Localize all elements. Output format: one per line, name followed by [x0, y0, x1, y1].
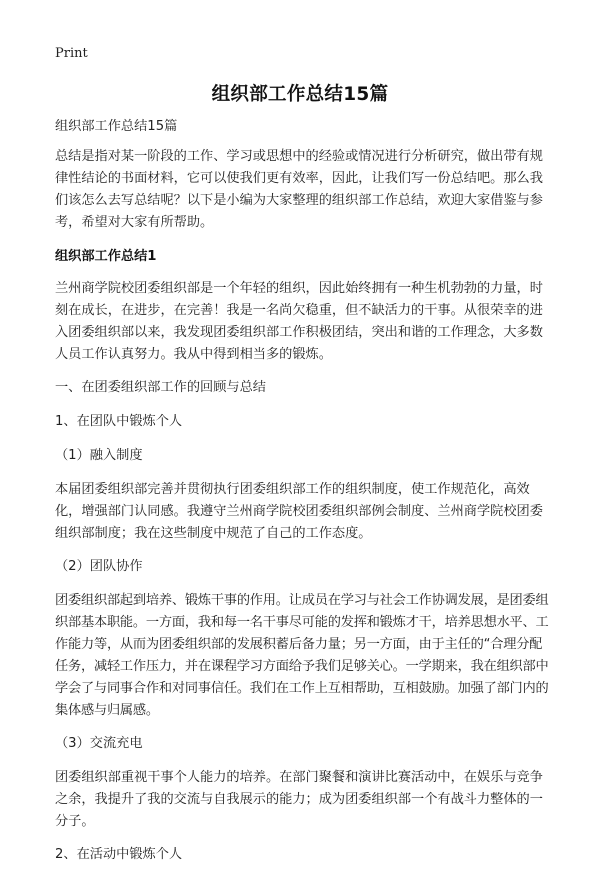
section-paragraph-4: 团委组织部重视干事个人能力的培养。在部门聚餐和演讲比赛活动中，在娱乐与竞争之余，我提升了我的交流与自我展示的能力；成为团委组织部一个有战斗力整体的一分子。	[55, 770, 543, 829]
sub-heading-teamwork: （2）团队协作	[55, 559, 143, 574]
document-subtitle: 组织部工作总结15篇	[55, 119, 178, 134]
outline-heading-1-1: 1、在团队中锻炼个人	[55, 414, 183, 429]
section-heading: 组织部工作总结1	[55, 249, 157, 264]
outline-heading-1: 一、在团委组织部工作的回顾与总结	[55, 380, 266, 395]
intro-paragraph: 总结是指对某一阶段的工作、学习或思想中的经验或情况进行分析研究，做出带有规律性结论的书面材料，它可以使我们更有效率，因此，让我们写一份总结吧。那么我们该怎么去写总结呢？以下是小编为大家整理的组织部工作总结，欢迎大家借鉴与参考，希望对大家有所帮助。	[55, 149, 543, 230]
sub-heading-integration: （1）融入制度	[55, 448, 143, 463]
sub-heading-communication: （3）交流充电	[55, 736, 143, 751]
section-paragraph-3: 团委组织部起到培养、锻炼干事的作用。让成员在学习与社会工作协调发展，是团委组织部基本职能。一方面，我和每一名干事尽可能的发挥和锻炼才干，培养思想水平、工作能力等，从而为团委组织部的发展积蓄后备力量；另一方面，由于主任的“合理分配任务，减轻工作压力，并在课程学习方面给予我们足够关心。一学期来，我在组织部中学会了与同事合作和对同事信任。我们在工作上互相帮助，互相鼓励。加强了部门内的集体感与归属感。	[55, 593, 549, 718]
document-body	[55, 116, 550, 878]
section-paragraph-2: 本届团委组织部完善并贯彻执行团委组织部工作的组织制度，使工作规范化，高效化，增强部门认同感。我遵守兰州商学院校团委组织部例会制度、兰州商学院校团委组织部制度；我在这些制度中规范了自己的工作态度。	[55, 482, 543, 541]
section-paragraph-1: 兰州商学院校团委组织部是一个年轻的组织，因此始终拥有一种生机勃勃的力量，时刻在成长，在进步，在完善！我是一名尚欠稳重，但不缺活力的干事。从很荣幸的进入团委组织部以来，我发现团委组织部工作积极团结，突出和谐的工作理念，大多数人员工作认真努力。我从中得到相当多的锻炼。	[55, 281, 543, 362]
page-title: 组织部工作总结15篇	[211, 84, 389, 105]
outline-heading-1-2: 2、在活动中锻炼个人	[55, 847, 183, 862]
print-link[interactable]: Print	[55, 46, 88, 61]
